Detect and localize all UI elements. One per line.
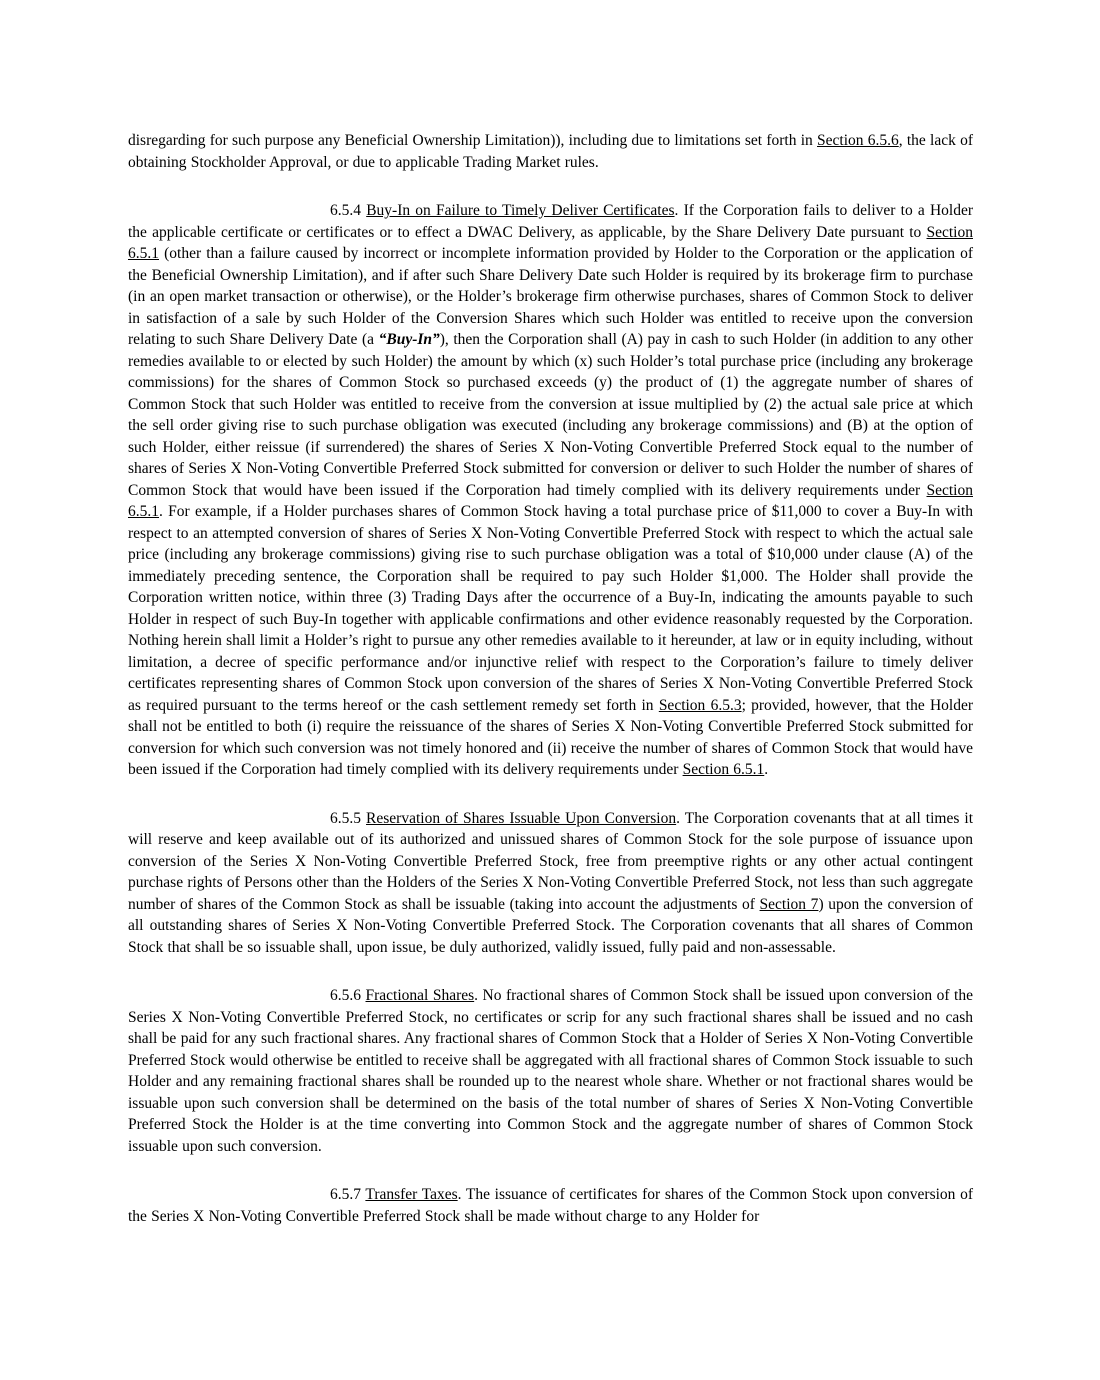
section-number: 6.5.7 [330,1186,366,1203]
section-number: 6.5.6 [330,987,366,1004]
text-segment: . If the Corporation fails to deliver to a Holder the applicable certificate or certificates or to effect a DWAC Delivery, as applicable, by the Share Delivery Date pursuant to [128,202,973,241]
text-segment: ; provided, however, that the Holder shall not be entitled to both (i) require the reissuance of the shares of Series X Non-Voting Convertible Preferred Stock submitted for conversion for which such conversion was not timely honored and (ii) receive the number of shares of Common Stock that would have been issued if the Corporation had timely complied with its delivery requirements under [128,696,973,778]
text-segment: disregarding for such purpose any Beneficial Ownership Limitation)), including due to limitations set forth in [128,132,818,149]
document-body [128,130,973,1227]
section-heading-transfer-taxes: Transfer Taxes [365,1186,458,1203]
section-heading-fractional-shares: Fractional Shares [365,987,475,1004]
text-segment: . [764,761,769,778]
paragraph-continuation-6-5-3 [128,130,973,173]
section-reference-6-5-1: Section 6.5.1 [128,481,973,520]
section-reference-7: Section 7 [759,895,819,913]
text-segment: ), then the Corporation shall (A) pay in cash to such Holder (in addition to any other remedies available to or elected by such Holder) the amount by which (x) such Holder’s total purchase price (including any brokerage commissions) for the shares of Common Stock so purchased exceeds (y) the product of (1) the aggregate number of shares of Common Stock that such Holder was entitled to receive from the conversion at issue multiplied by (2) the actual sale price at which the sell order giving rise to such purchase obligation was executed (including any brokerage commissions) and (B) at the option of such Holder, either reissue (if surrendered) the shares of Series X Non-Voting Convertible Preferred Stock equal to the number of shares of Series X Non-Voting Convertible Preferred Stock submitted for conversion or deliver to such Holder the number of shares of Common Stock that would have been issued if the Corporation had timely complied with its delivery requirements under [128,331,973,499]
text-segment: . The issuance of certificates for shares of the Common Stock upon conversion of the Series X Non-Voting Convertible Preferred Stock shall be made without charge to any Holder for [128,1186,973,1225]
paragraph-6-5-7-transfer-taxes [128,1184,973,1227]
section-heading-buy-in: Buy-In on Failure to Timely Deliver Certificates [366,202,675,219]
section-number: 6.5.5 [330,809,367,827]
text-segment: (other than a failure caused by incorrect or incomplete information provided by Holder to the Corporation or the application of the Beneficial Ownership Limitation), and if after such Share Delivery Date such Holder is required by its brokerage firm to purchase (in an open market transaction or otherwise), or the Holder’s brokerage firm otherwise purchases, shares of Common Stock to deliver in satisfaction of a sale by such Holder of the Conversion Shares which such Holder was entitled to receive upon the conversion relating to such Share Delivery Date (a [128,245,973,348]
section-reference-6-5-1: Section 6.5.1 [128,223,973,262]
section-number: 6.5.4 [330,202,367,219]
section-heading-reservation: Reservation of Shares Issuable Upon Conversion [366,809,677,827]
paragraph-6-5-5-reservation [128,808,973,959]
section-reference-6-5-6: Section 6.5.6 [817,132,899,149]
paragraph-6-5-6-fractional-shares [128,985,973,1157]
text-segment: , the lack of obtaining Stockholder Approval, or due to applicable Trading Market rules. [128,132,973,171]
text-segment: . No fractional shares of Common Stock shall be issued upon conversion of the Series X Non-Voting Convertible Preferred Stock, no certificates or scrip for any such fractional shares shall be issued and no cash shall be paid for any such fractional shares. Any fractional shares of Common Stock that a Holder of Series X Non-Voting Convertible Preferred Stock would otherwise be entitled to receive shall be aggregated with all fractional shares of Common Stock issuable to such Holder and any remaining fractional shares shall be rounded up to the nearest whole share. Whether or not fractional shares would be issuable upon such conversion shall be determined on the basis of the total number of shares of Series X Non-Voting Convertible Preferred Stock the Holder is at the time converting into Common Stock and the aggregate number of shares of Common Stock issuable upon such conversion. [128,987,973,1155]
text-segment: ) upon the conversion of all outstanding shares of Series X Non-Voting Convertible Preferred Stock. The Corporation covenants that all shares of Common Stock that shall be so issuable shall, upon issue, be duly authorized, validly issued, fully paid and non-assessable. [128,895,974,956]
defined-term-buy-in: “Buy-In” [378,331,440,348]
text-segment: . The Corporation covenants that at all times it will reserve and keep available out of its authorized and unissued shares of Common Stock for the sole purpose of issuance upon conversion of the Series X Non-Voting Convertible Preferred Stock, free from preemptive rights or any other actual contingent purchase rights of Persons other than the Holders of the Series X Non-Voting Convertible Preferred Stock, not less than such aggregate number of shares of the Common Stock as shall be issuable (taking into account the adjustments of [128,809,973,913]
paragraph-6-5-4-buy-in [128,200,973,781]
text-segment: . For example, if a Holder purchases shares of Common Stock having a total purchase price of $11,000 to cover a Buy-In with respect to an attempted conversion of shares of Series X Non-Voting Convertible Preferred Stock with respect to which the actual sale price (including any brokerage commissions) giving rise to such purchase obligation was a total of $10,000 under clause (A) of the immediately preceding sentence, the Corporation shall be required to pay such Holder $1,000. The Holder shall provide the Corporation written notice, within three (3) Trading Days after the occurrence of a Buy-In, indicating the amounts payable to such Holder in respect of such Buy-In together with applicable confirmations and other evidence reasonably requested by the Corporation. Nothing herein shall limit a Holder’s right to pursue any other remedies available to it hereunder, at law or in equity including, without limitation, a decree of specific performance and/or injunctive relief with respect to the Corporation’s failure to timely deliver certificates representing shares of Common Stock upon conversion of the shares of Series X Non-Voting Convertible Preferred Stock as required pursuant to the terms hereof or the cash settlement remedy set forth in [128,503,973,714]
section-reference-6-5-3: Section 6.5.3 [658,696,742,714]
section-reference-6-5-1: Section 6.5.1 [682,761,765,778]
